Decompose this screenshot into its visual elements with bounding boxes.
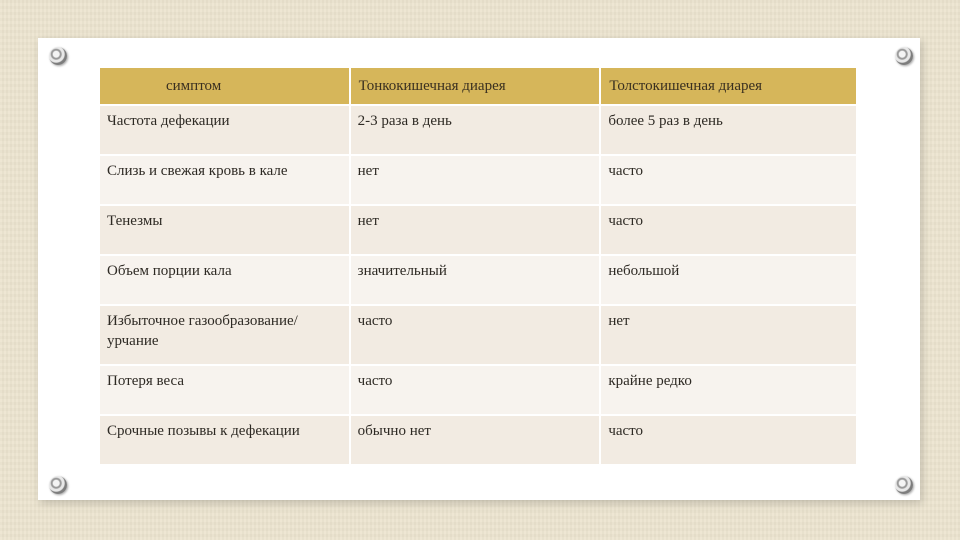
cell-large-intestine: часто [601, 206, 856, 254]
cell-large-intestine: более 5 раз в день [601, 106, 856, 154]
cell-large-intestine: крайне редко [601, 366, 856, 414]
cell-small-intestine: часто [351, 306, 600, 364]
cell-symptom: Срочные позывы к дефекации [100, 416, 349, 464]
table-row [100, 416, 856, 464]
diarrhea-comparison-table [98, 66, 858, 466]
header-large-intestine: Толстокишечная диарея [601, 68, 856, 104]
table-row [100, 156, 856, 204]
cell-large-intestine: нет [601, 306, 856, 364]
table-header-row [100, 68, 856, 104]
header-small-intestine: Тонкокишечная диарея [351, 68, 600, 104]
table-row [100, 306, 856, 364]
cell-small-intestine: часто [351, 366, 600, 414]
cell-small-intestine: обычно нет [351, 416, 600, 464]
table-row [100, 206, 856, 254]
cell-large-intestine: часто [601, 156, 856, 204]
cell-symptom: Тенезмы [100, 206, 349, 254]
pin-icon [895, 476, 913, 494]
pin-icon [895, 47, 913, 65]
cell-small-intestine: 2-3 раза в день [351, 106, 600, 154]
cell-symptom: Избыточное газообразование/урчание [100, 306, 349, 364]
cell-symptom: Потеря веса [100, 366, 349, 414]
pin-icon [49, 47, 67, 65]
table-row [100, 106, 856, 154]
table-row [100, 366, 856, 414]
cell-large-intestine: небольшой [601, 256, 856, 304]
pin-icon [49, 476, 67, 494]
cell-small-intestine: значительный [351, 256, 600, 304]
cell-symptom: Слизь и свежая кровь в кале [100, 156, 349, 204]
cell-large-intestine: часто [601, 416, 856, 464]
cell-symptom: Частота дефекации [100, 106, 349, 154]
header-symptom: симптом [100, 68, 349, 104]
cell-small-intestine: нет [351, 156, 600, 204]
cell-small-intestine: нет [351, 206, 600, 254]
cell-symptom: Объем порции кала [100, 256, 349, 304]
table-row [100, 256, 856, 304]
